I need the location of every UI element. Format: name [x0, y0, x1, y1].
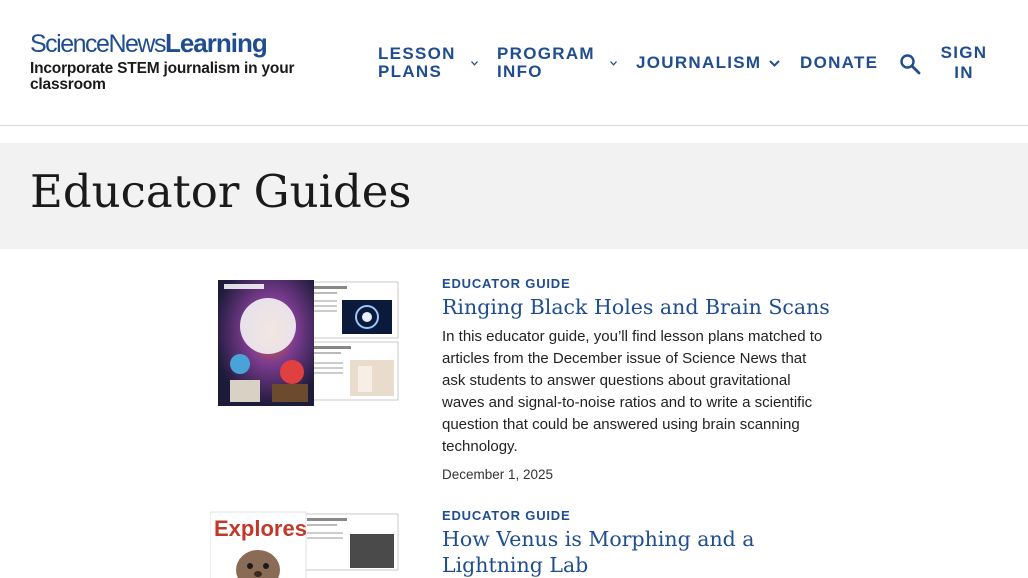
- article-thumbnail[interactable]: [210, 276, 400, 408]
- nav-journalism-label: JOURNALISM: [636, 53, 762, 72]
- article-title-link[interactable]: How Venus is Morphing and a Lightning Lab: [442, 527, 755, 577]
- article-text: [442, 508, 830, 578]
- nav-donate[interactable]: [800, 54, 878, 72]
- site-logo[interactable]: [30, 28, 360, 93]
- article-thumbnail[interactable]: [210, 508, 400, 578]
- nav-journalism[interactable]: [636, 54, 780, 72]
- main-nav: [378, 40, 988, 86]
- nav-program-info-label: PROGRAM INFO: [497, 44, 595, 81]
- page-title-band: [0, 143, 1028, 249]
- sign-in-button[interactable]: SIGN IN: [940, 43, 988, 82]
- logo-tagline: Incorporate STEM journalism in your classroom: [30, 60, 295, 93]
- article-title-link[interactable]: Ringing Black Holes and Brain Scans: [442, 295, 830, 319]
- article-eyebrow: EDUCATOR GUIDE: [442, 508, 571, 523]
- logo-brand-sciencenews: ScienceNews: [30, 30, 165, 58]
- chevron-down-icon: [610, 61, 617, 66]
- article-text: [442, 276, 830, 482]
- page-title: Educator Guides: [30, 165, 412, 218]
- nav-lesson-plans-label: LESSON PLANS: [378, 44, 456, 81]
- logo-wordmark: [30, 28, 360, 60]
- nav-program-info[interactable]: [497, 45, 617, 81]
- thumb-magazine-name: Explores: [214, 516, 307, 541]
- nav-donate-label: DONATE: [800, 53, 879, 72]
- site-header: [0, 0, 1028, 126]
- chevron-down-icon: [769, 60, 780, 67]
- chevron-down-icon: [471, 61, 478, 66]
- logo-brand-learning: Learning: [164, 28, 267, 58]
- article-description: In this educator guide, you’ll find lesson plans matched to articles from the December issue of Science News that ask students to answer questions about gravitational waves and signal-to-noise ratios and to write a scientific question that could be answered using brain scanning technology.: [442, 328, 823, 455]
- article-eyebrow: EDUCATOR GUIDE: [442, 276, 571, 291]
- nav-lesson-plans[interactable]: [378, 45, 478, 81]
- article-date: December 1, 2025: [442, 467, 554, 482]
- search-icon[interactable]: [898, 52, 922, 76]
